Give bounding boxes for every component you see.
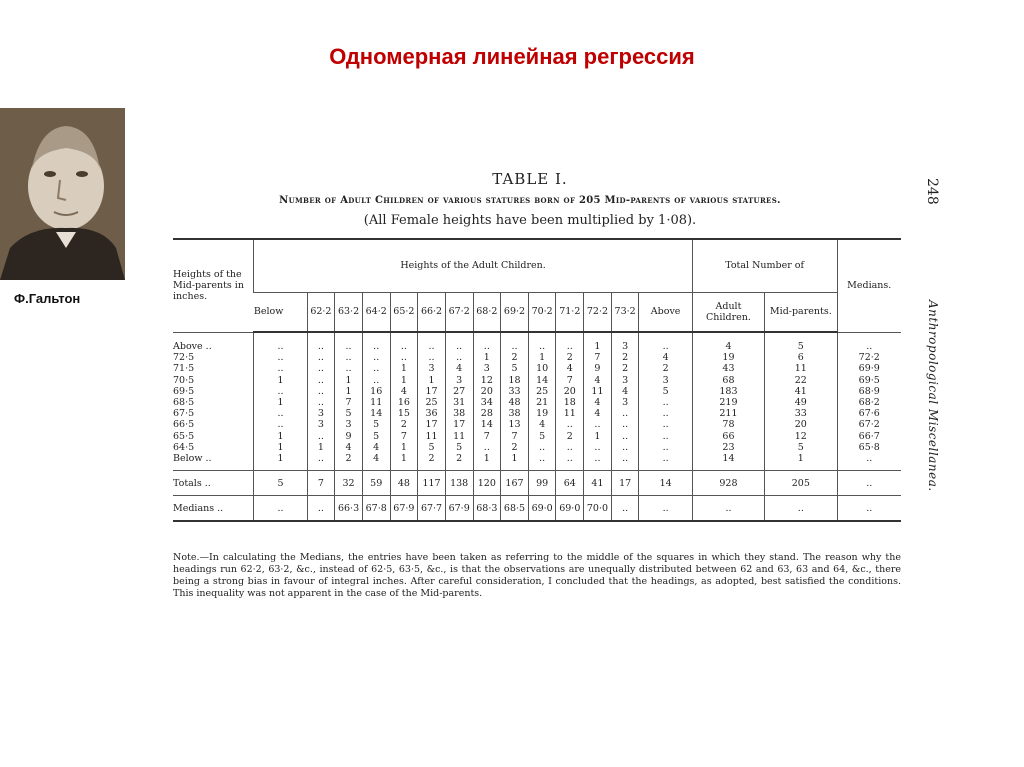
table-cell: 69·0 [528, 496, 556, 522]
table-cell: .. [362, 352, 390, 363]
slide-title: Одномерная линейная регрессия [329, 44, 695, 69]
table-cell: .. [556, 442, 584, 453]
table-cell: 2 [639, 363, 692, 374]
table-cell: 120 [473, 471, 501, 496]
table-cell: .. [639, 419, 692, 430]
column-header: 63·2 [335, 293, 363, 333]
table-cell: 2 [390, 419, 418, 430]
adult-count-cell: 219 [692, 397, 764, 408]
table-cell: 1 [584, 332, 612, 352]
table-cell: .. [639, 496, 692, 522]
table-cell: 1 [254, 375, 307, 386]
table-cell: 16 [362, 386, 390, 397]
row-label: Totals .. [173, 471, 254, 496]
adult-count-cell: 68 [692, 375, 764, 386]
table-cell: 4 [390, 386, 418, 397]
table-cell: .. [335, 352, 363, 363]
mid-count-cell: 20 [765, 419, 837, 430]
adult-children-header: Adult Children. [692, 293, 764, 333]
table-cell: 7 [473, 431, 501, 442]
table-cell: .. [639, 431, 692, 442]
table-cell: 11 [418, 431, 446, 442]
table-cell: .. [584, 453, 612, 471]
table-cell: 33 [501, 386, 529, 397]
table-cell: 18 [501, 375, 529, 386]
table-cell: 16 [390, 397, 418, 408]
table-cell: 1 [335, 386, 363, 397]
table-cell: 1 [307, 442, 335, 453]
table-cell: 5 [445, 442, 473, 453]
table-cell: 3 [611, 397, 639, 408]
row-label: 64·5 [173, 441, 195, 453]
galton-table [173, 238, 901, 522]
table-cell: 20 [556, 386, 584, 397]
mid-count-cell: 5 [765, 442, 837, 453]
row-label: Medians .. [173, 496, 254, 522]
table-cell: 2 [335, 453, 363, 471]
table-cell: .. [556, 419, 584, 430]
table-cell: .. [307, 453, 335, 471]
table-cell: .. [584, 442, 612, 453]
column-header: Below [254, 293, 307, 333]
table-cell: 2 [501, 442, 529, 453]
table-cell: .. [584, 419, 612, 430]
table-cell: .. [445, 352, 473, 363]
table-cell: 4 [584, 397, 612, 408]
table-cell: 3 [445, 375, 473, 386]
table-cell: 3 [307, 419, 335, 430]
table-cell: 1 [390, 363, 418, 374]
table-cell: 3 [611, 332, 639, 352]
mid-count-cell: 5 [765, 332, 837, 352]
table-cell: 17 [611, 471, 639, 496]
table-title: TABLE I. [492, 170, 568, 188]
table-cell: 1 [254, 442, 307, 453]
table-cell: 3 [418, 363, 446, 374]
median-cell: 69·5 [837, 375, 901, 386]
table-cell: 28 [473, 408, 501, 419]
page-number: 248 [924, 178, 940, 205]
table-cell: 3 [307, 408, 335, 419]
children-header: Heights of the Adult Children. [254, 239, 692, 293]
table-cell: 48 [390, 471, 418, 496]
column-header: 68·2 [473, 293, 501, 333]
table-cell: .. [639, 332, 692, 352]
table-cell: .. [611, 431, 639, 442]
table-cell: 14 [473, 419, 501, 430]
adult-count-cell: 14 [692, 453, 764, 471]
mid-count-cell: 1 [765, 453, 837, 471]
journal-name: Anthropological Miscellanea. [926, 300, 940, 492]
table-cell: 1 [584, 431, 612, 442]
table-cell: 99 [528, 471, 556, 496]
table-cell: 17 [418, 386, 446, 397]
table-cell: 7 [501, 431, 529, 442]
column-header: 64·2 [362, 293, 390, 333]
adult-count-cell: 19 [692, 352, 764, 363]
table-row [173, 352, 901, 363]
table-cell: .. [307, 332, 335, 352]
table-cell: 18 [556, 397, 584, 408]
table-cell: .. [611, 496, 639, 522]
table-cell: 138 [445, 471, 473, 496]
table-cell: 4 [639, 352, 692, 363]
table-cell: 13 [501, 419, 529, 430]
table-cell: 4 [528, 419, 556, 430]
table-cell: 5 [362, 431, 390, 442]
table-cell: 1 [335, 375, 363, 386]
table-cell: 1 [254, 397, 307, 408]
table-cell: 4 [335, 442, 363, 453]
table-cell: 1 [390, 442, 418, 453]
portrait-caption: Ф.Гальтон [14, 291, 81, 306]
column-header-row [173, 293, 901, 333]
median-cell: .. [837, 496, 901, 522]
table-cell: .. [254, 363, 307, 374]
mid-count-cell: 33 [765, 408, 837, 419]
median-cell: 68·9 [837, 386, 901, 397]
column-header: 69·2 [501, 293, 529, 333]
table-cell: 7 [584, 352, 612, 363]
table-cell: 59 [362, 471, 390, 496]
column-header: 70·2 [528, 293, 556, 333]
table-cell: 4 [362, 453, 390, 471]
table-cell: 17 [445, 419, 473, 430]
table-cell: .. [556, 332, 584, 352]
table-cell: 7 [307, 471, 335, 496]
table-cell: 11 [556, 408, 584, 419]
row-label: 71·5 [173, 363, 195, 375]
table-cell: 1 [254, 453, 307, 471]
table-cell: 2 [418, 453, 446, 471]
table-cell: 2 [556, 352, 584, 363]
table-cell: 9 [584, 363, 612, 374]
table-subtitle: Number of Adult Children of various statures born of 205 Mid-parents of various statures. [279, 195, 781, 206]
table-cell: 2 [611, 363, 639, 374]
scanned-table-page [170, 160, 960, 620]
adult-count-cell: 66 [692, 431, 764, 442]
table-cell: 3 [611, 375, 639, 386]
median-cell: 72·2 [837, 352, 901, 363]
row-label: 70·5 [173, 374, 195, 386]
column-header: 67·2 [445, 293, 473, 333]
column-header: 72·2 [584, 293, 612, 333]
table-cell: 5 [362, 419, 390, 430]
row-label: 66·5 [173, 419, 195, 431]
table-cell: .. [528, 332, 556, 352]
table-cell: 4 [611, 386, 639, 397]
table-cell: .. [307, 496, 335, 522]
table-cell: 38 [445, 408, 473, 419]
adult-count-cell: 928 [692, 471, 764, 496]
table-cell: 7 [390, 431, 418, 442]
column-header: 65·2 [390, 293, 418, 333]
medians-header: Medians. [837, 239, 901, 332]
table-cell: 25 [418, 397, 446, 408]
table-row [173, 453, 901, 471]
mid-count-cell: 22 [765, 375, 837, 386]
table-row [173, 386, 901, 397]
table-cell: 48 [501, 397, 529, 408]
adult-count-cell: 211 [692, 408, 764, 419]
table-cell: 1 [473, 352, 501, 363]
median-cell: .. [837, 332, 901, 352]
table-cell: 20 [473, 386, 501, 397]
table-cell: 9 [335, 431, 363, 442]
table-cell: 17 [418, 419, 446, 430]
table-cell: .. [639, 453, 692, 471]
table-cell: .. [307, 363, 335, 374]
table-cell: 1 [390, 375, 418, 386]
table-cell: .. [501, 332, 529, 352]
table-cell: 66·3 [335, 496, 363, 522]
table-cell: .. [611, 453, 639, 471]
table-cell: .. [335, 332, 363, 352]
table-cell: .. [445, 332, 473, 352]
mid-count-cell: 205 [765, 471, 837, 496]
table-cell: 41 [584, 471, 612, 496]
table-cell: 38 [501, 408, 529, 419]
table-cell: 11 [445, 431, 473, 442]
table-cell: 5 [528, 431, 556, 442]
table-cell: .. [362, 363, 390, 374]
table-cell: 4 [556, 363, 584, 374]
table-cell: .. [639, 442, 692, 453]
mid-count-cell: 11 [765, 363, 837, 374]
table-cell: 64 [556, 471, 584, 496]
median-cell: 67·6 [837, 408, 901, 419]
table-cell: 4 [445, 363, 473, 374]
adult-count-cell: 43 [692, 363, 764, 374]
median-cell: 69·9 [837, 363, 901, 374]
table-cell: .. [611, 408, 639, 419]
table-cell: 1 [528, 352, 556, 363]
table-cell: 1 [473, 453, 501, 471]
header-row [173, 239, 901, 293]
row-label: 65·5 [173, 430, 195, 442]
median-cell: .. [837, 471, 901, 496]
median-cell: 68·2 [837, 397, 901, 408]
table-subtitle-note: (All Female heights have been multiplied by 1·08). [363, 213, 697, 228]
table-cell: 1 [390, 453, 418, 471]
table-cell: 67·7 [418, 496, 446, 522]
table-cell: 32 [335, 471, 363, 496]
table-cell: 4 [584, 375, 612, 386]
table-cell: 1 [418, 375, 446, 386]
mid-parents-header: Heights of the Mid-parents in inches. [173, 239, 254, 332]
row-label: 69·5 [173, 385, 195, 397]
table-cell: 11 [584, 386, 612, 397]
row-label: 68·5 [173, 397, 195, 409]
table-cell: .. [473, 442, 501, 453]
table-cell: .. [307, 352, 335, 363]
adult-count-cell: 183 [692, 386, 764, 397]
table-cell: 117 [418, 471, 446, 496]
median-cell: 65·8 [837, 442, 901, 453]
table-cell: .. [639, 397, 692, 408]
table-cell: .. [556, 453, 584, 471]
column-header: Above [639, 293, 692, 333]
table-cell: 68·5 [501, 496, 529, 522]
table-row [173, 332, 901, 352]
table-cell: 31 [445, 397, 473, 408]
table-row [173, 431, 901, 442]
table-cell: .. [418, 352, 446, 363]
table-cell: 5 [254, 471, 307, 496]
adult-count-cell: 23 [692, 442, 764, 453]
table-row [173, 419, 901, 430]
table-cell: 67·8 [362, 496, 390, 522]
column-header: 71·2 [556, 293, 584, 333]
table-cell: 7 [556, 375, 584, 386]
table-cell: 7 [335, 397, 363, 408]
table-cell: 3 [335, 419, 363, 430]
row-label: Below .. [173, 453, 254, 471]
table-cell: .. [335, 363, 363, 374]
adult-count-cell: 78 [692, 419, 764, 430]
table-cell: .. [307, 375, 335, 386]
mid-count-cell: 6 [765, 352, 837, 363]
table-cell: 1 [254, 431, 307, 442]
table-cell: .. [307, 386, 335, 397]
table-cell: 2 [501, 352, 529, 363]
mid-parents-count-header: Mid-parents. [765, 293, 837, 333]
table-cell: 10 [528, 363, 556, 374]
table-cell: 19 [528, 408, 556, 419]
table-cell: .. [611, 442, 639, 453]
table-cell: 11 [362, 397, 390, 408]
table-cell: 3 [473, 363, 501, 374]
table-cell: 5 [639, 386, 692, 397]
total-header: Total Number of [692, 239, 837, 293]
table-cell: .. [390, 332, 418, 352]
table-cell: .. [418, 332, 446, 352]
mid-count-cell: 41 [765, 386, 837, 397]
medians-row [173, 496, 901, 522]
table-cell: 27 [445, 386, 473, 397]
mid-count-cell: 12 [765, 431, 837, 442]
table-cell: .. [254, 419, 307, 430]
table-cell: .. [362, 332, 390, 352]
table-cell: 68·3 [473, 496, 501, 522]
table-row [173, 408, 901, 419]
table-cell: 25 [528, 386, 556, 397]
median-cell: 66·7 [837, 431, 901, 442]
table-cell: .. [611, 419, 639, 430]
row-label: 72·5 [173, 352, 195, 364]
mid-count-cell: 49 [765, 397, 837, 408]
row-label: 67·5 [173, 408, 195, 420]
table-row [173, 442, 901, 453]
table-cell: .. [528, 442, 556, 453]
galton-portrait [0, 108, 125, 280]
table-cell: 70·0 [584, 496, 612, 522]
table-note: Note.—In calculating the Medians, the entries have been taken as referring to the middle of the squares in which they stand. The reason why the headings run 62·2, 63·2, &c., instead of 62·5, 63·5, &c., is that the observations are unequally distributed between 62 and 63, 63 and 64, &c., there being a strong bias in favour of integral inches. After careful consideration, I concluded that the headings, as adopted, best satisfied the conditions. This inequality was not apparent in the case of the Mid-parents. [173, 552, 901, 599]
table-cell: .. [390, 352, 418, 363]
totals-row [173, 471, 901, 496]
table-row [173, 397, 901, 408]
column-header: 62·2 [307, 293, 335, 333]
table-cell: 2 [556, 431, 584, 442]
table-cell: 2 [611, 352, 639, 363]
table-cell: .. [254, 352, 307, 363]
adult-count-cell: .. [692, 496, 764, 522]
table-cell: .. [254, 408, 307, 419]
table-cell: 15 [390, 408, 418, 419]
table-row [173, 363, 901, 374]
median-cell: 67·2 [837, 419, 901, 430]
table-cell: 69·0 [556, 496, 584, 522]
table-cell: .. [528, 453, 556, 471]
table-cell: 14 [639, 471, 692, 496]
table-cell: 5 [418, 442, 446, 453]
table-cell: 5 [501, 363, 529, 374]
table-cell: 36 [418, 408, 446, 419]
table-cell: .. [307, 431, 335, 442]
table-cell: .. [362, 375, 390, 386]
table-cell: .. [307, 397, 335, 408]
table-cell: 67·9 [390, 496, 418, 522]
table-cell: 67·9 [445, 496, 473, 522]
column-header: 73·2 [611, 293, 639, 333]
table-cell: 1 [501, 453, 529, 471]
table-cell: 167 [501, 471, 529, 496]
table-cell: .. [254, 386, 307, 397]
table-cell: 14 [528, 375, 556, 386]
table-cell: 4 [362, 442, 390, 453]
table-cell: .. [473, 332, 501, 352]
column-header: 66·2 [418, 293, 446, 333]
row-label: Above .. [173, 340, 212, 352]
table-row [173, 375, 901, 386]
table-cell: 14 [362, 408, 390, 419]
table-cell: .. [254, 496, 307, 522]
table-cell: .. [639, 408, 692, 419]
table-cell: 12 [473, 375, 501, 386]
adult-count-cell: 4 [692, 332, 764, 352]
table-cell: 3 [639, 375, 692, 386]
table-cell: .. [254, 332, 307, 352]
table-cell: 5 [335, 408, 363, 419]
table-cell: 34 [473, 397, 501, 408]
table-cell: 2 [445, 453, 473, 471]
table-cell: 4 [584, 408, 612, 419]
mid-count-cell: .. [765, 496, 837, 522]
median-cell: .. [837, 453, 901, 471]
table-cell: 21 [528, 397, 556, 408]
